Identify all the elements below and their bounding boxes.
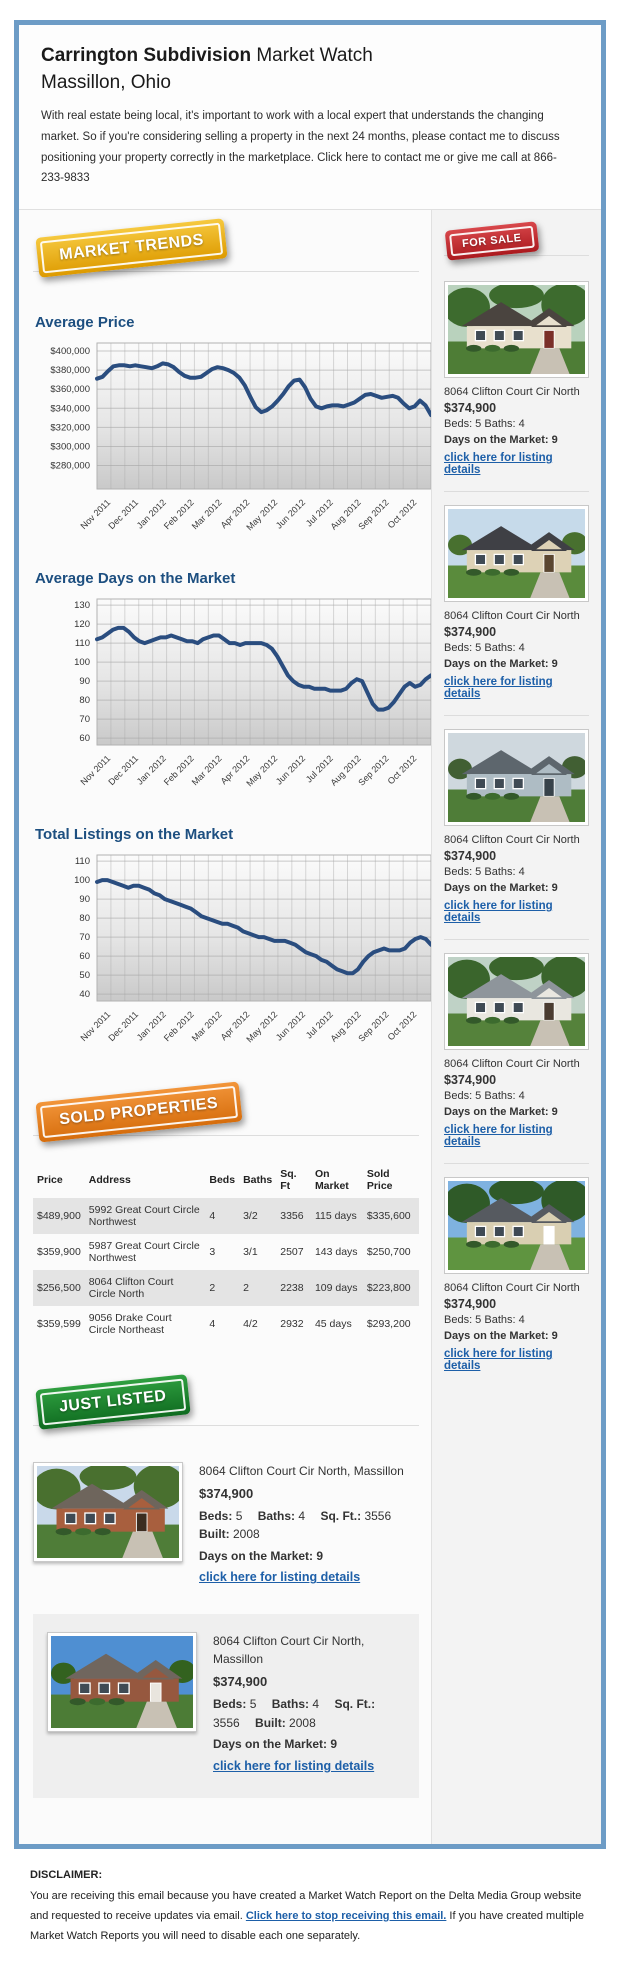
svg-text:80: 80: [79, 913, 90, 925]
svg-text:Oct 2012: Oct 2012: [385, 1009, 419, 1043]
cell-baths: 3/2: [239, 1198, 276, 1234]
table-row: [33, 1234, 419, 1270]
svg-text:$280,000: $280,000: [50, 460, 90, 472]
cell-onmarket: 45 days: [314, 1317, 352, 1330]
table-row: [33, 1198, 419, 1234]
svg-text:Jul 2012: Jul 2012: [303, 497, 335, 529]
main-column: [19, 210, 431, 1844]
cell-onmarket: 115 days: [311, 1198, 363, 1234]
cell-soldprice: $335,600: [363, 1198, 419, 1234]
svg-text:Apr 2012: Apr 2012: [218, 1009, 252, 1043]
beds-baths: Beds: 5 Baths: 4: [444, 1090, 525, 1103]
listing-address: 8064 Clifton Court Cir North: [444, 385, 580, 398]
svg-text:$300,000: $300,000: [50, 441, 90, 453]
cell-price: $489,900: [33, 1198, 85, 1234]
svg-text:Sep 2012: Sep 2012: [356, 1009, 391, 1044]
svg-text:Aug 2012: Aug 2012: [328, 753, 363, 788]
cell-address: 8064 Clifton Court Circle North: [85, 1270, 206, 1306]
for-sale-listing: [444, 1164, 589, 1387]
col-header-address: Address: [88, 1173, 131, 1186]
just-listed-section-head: [33, 1380, 419, 1442]
property-photo: [47, 1632, 197, 1732]
beds-baths: Beds: 5 Baths: 4: [444, 1314, 525, 1327]
days-on-market: Days on the Market: 9: [444, 658, 558, 671]
built-label: Built:: [199, 1527, 230, 1542]
listing-address: 8064 Clifton Court Cir North: [444, 834, 580, 847]
svg-text:130: 130: [74, 600, 90, 612]
average-days-chart: [33, 593, 419, 800]
listing-address: 8064 Clifton Court Cir North: [444, 610, 580, 623]
days-on-market: Days on the Market: 9: [199, 1548, 324, 1563]
listing-details-link[interactable]: click here for listing details: [444, 900, 553, 925]
cell-beds: 3: [209, 1245, 216, 1258]
svg-text:100: 100: [74, 875, 90, 887]
sqft-value: 3556: [364, 1508, 392, 1523]
svg-text:Sep 2012: Sep 2012: [356, 497, 391, 532]
svg-text:Nov 2011: Nov 2011: [78, 1009, 113, 1044]
svg-text:110: 110: [74, 856, 90, 868]
report-type: Market Watch: [251, 45, 373, 66]
cell-baths: 3/1: [243, 1245, 258, 1258]
beds-value: 5: [249, 1697, 257, 1712]
cell-beds: 2: [205, 1270, 239, 1306]
cell-beds: 4: [205, 1198, 239, 1234]
svg-text:Oct 2012: Oct 2012: [385, 497, 419, 531]
svg-text:Mar 2012: Mar 2012: [189, 753, 224, 788]
days-on-market: Days on the Market: 9: [444, 1106, 558, 1119]
sold-properties-table: [33, 1162, 419, 1342]
svg-text:90: 90: [79, 894, 90, 906]
cell-sqft: 3356: [276, 1198, 311, 1234]
table-row: [33, 1306, 419, 1342]
average-price-chart: [33, 337, 419, 544]
listing-price: $374,900: [444, 400, 497, 415]
svg-text:Jan 2012: Jan 2012: [134, 497, 168, 531]
svg-text:Sep 2012: Sep 2012: [356, 753, 391, 788]
svg-text:Dec 2011: Dec 2011: [106, 1009, 141, 1044]
listing-details-link[interactable]: click here for listing details: [444, 676, 553, 701]
days-on-market: Days on the Market: 9: [213, 1737, 338, 1752]
svg-text:Jun 2012: Jun 2012: [273, 1009, 308, 1043]
listing-specs: [213, 1695, 405, 1732]
svg-text:Mar 2012: Mar 2012: [189, 1009, 224, 1044]
days-on-market: Days on the Market: 9: [444, 433, 558, 446]
listing-address: 8064 Clifton Court Cir North: [444, 1058, 580, 1071]
listing-specs: [199, 1507, 419, 1544]
svg-text:$320,000: $320,000: [50, 422, 90, 434]
svg-text:70: 70: [79, 714, 90, 726]
just-listed-card: [33, 1462, 419, 1588]
listing-address: 8064 Clifton Court Cir North, Massillon: [213, 1633, 365, 1667]
svg-text:120: 120: [74, 619, 90, 631]
for-sale-listing: [444, 492, 589, 716]
intro-paragraph: With real estate being local, it's important to work with a local expert that understands the changing market. So if you're considering selling a property in the next 24 months, please contact me to discuss positioning your property correctly in the marketplace. Click here to contact me or give me call at 866-233-9833: [41, 110, 560, 185]
col-header-baths: Baths: [243, 1173, 273, 1186]
svg-text:Nov 2011: Nov 2011: [78, 497, 113, 532]
svg-text:70: 70: [79, 932, 90, 944]
svg-text:$380,000: $380,000: [50, 365, 90, 377]
listing-price: $374,900: [444, 849, 497, 864]
svg-text:Feb 2012: Feb 2012: [161, 1009, 196, 1044]
subdivision-name: Carrington Subdivision: [41, 45, 252, 66]
svg-text:$400,000: $400,000: [50, 345, 90, 357]
built-label: Built:: [255, 1715, 286, 1730]
svg-text:80: 80: [79, 695, 90, 707]
svg-text:Nov 2011: Nov 2011: [78, 753, 113, 788]
svg-text:Feb 2012: Feb 2012: [161, 497, 196, 532]
built-value: 2008: [233, 1527, 260, 1542]
cell-baths: 2: [239, 1270, 276, 1306]
property-photo: [33, 1462, 183, 1562]
beds-label: Beds:: [213, 1697, 247, 1712]
beds-baths: Beds: 5 Baths: 4: [444, 866, 525, 879]
for-sale-badge-label: FOR SALE: [449, 226, 534, 257]
svg-text:Apr 2012: Apr 2012: [218, 497, 252, 531]
svg-text:Aug 2012: Aug 2012: [328, 497, 363, 532]
chart-title-total-listings: Total Listings on the Market: [35, 825, 234, 843]
svg-text:$340,000: $340,000: [50, 403, 90, 415]
baths-label: Baths:: [271, 1697, 310, 1712]
svg-text:Jun 2012: Jun 2012: [273, 753, 308, 787]
cell-price: $256,500: [33, 1270, 85, 1306]
cell-soldprice: $223,800: [363, 1270, 419, 1306]
svg-text:May 2012: May 2012: [244, 753, 280, 789]
listing-price: $374,900: [213, 1674, 268, 1690]
for-sale-sidebar: [431, 210, 601, 1844]
days-on-market: Days on the Market: 9: [444, 882, 558, 895]
col-header-beds: Beds: [209, 1173, 236, 1186]
for-sale-section-head: [444, 224, 589, 268]
built-value: 2008: [289, 1715, 316, 1730]
listing-price: $374,900: [444, 1073, 497, 1088]
cell-address: 5987 Great Court Circle Northwest: [88, 1239, 200, 1264]
chart-title-average-days: Average Days on the Market: [35, 569, 236, 587]
page-title: [41, 43, 579, 96]
col-header-sqft: Sq. Ft: [280, 1167, 297, 1192]
header: [19, 25, 601, 209]
cell-address: 9056 Drake Court Circle Northeast: [88, 1311, 172, 1336]
baths-value: 4: [312, 1697, 320, 1712]
sold-properties-badge: [35, 1081, 242, 1142]
cell-baths: 4/2: [243, 1317, 258, 1330]
total-listings-chart: [33, 849, 419, 1056]
property-photo: [444, 729, 589, 826]
svg-text:50: 50: [79, 970, 90, 982]
svg-text:Jan 2012: Jan 2012: [134, 1009, 168, 1043]
listing-price: $374,900: [444, 625, 497, 640]
beds-baths: Beds: 5 Baths: 4: [444, 642, 525, 655]
days-on-market: Days on the Market: 9: [444, 1330, 558, 1343]
svg-text:Mar 2012: Mar 2012: [189, 497, 224, 532]
svg-text:Dec 2011: Dec 2011: [106, 753, 141, 788]
svg-text:Dec 2011: Dec 2011: [106, 497, 141, 532]
svg-text:Jul 2012: Jul 2012: [303, 1009, 335, 1041]
cell-address: 5992 Great Court Circle Northwest: [85, 1198, 206, 1234]
cell-price: $359,599: [37, 1317, 81, 1330]
sqft-label: Sq. Ft.:: [320, 1508, 362, 1523]
cell-beds: 4: [209, 1317, 216, 1330]
svg-text:May 2012: May 2012: [244, 1009, 280, 1045]
cell-onmarket: 143 days: [314, 1245, 358, 1258]
svg-text:Aug 2012: Aug 2012: [328, 1009, 363, 1044]
baths-label: Baths:: [257, 1508, 296, 1523]
svg-text:90: 90: [79, 676, 90, 688]
svg-text:110: 110: [74, 638, 90, 650]
listing-details-link[interactable]: click here for listing details: [444, 1348, 553, 1373]
beds-baths: Beds: 5 Baths: 4: [444, 417, 525, 430]
svg-text:Jul 2012: Jul 2012: [303, 753, 335, 785]
svg-text:Apr 2012: Apr 2012: [218, 753, 252, 787]
disclaimer-text-after: If you have created multiple Market Watch Reports you will need to disable each one separately.: [30, 1910, 584, 1943]
for-sale-listing: [444, 268, 589, 492]
listing-details-link[interactable]: click here for listing details: [213, 1758, 375, 1773]
title-line1: [41, 43, 579, 70]
unsubscribe-link[interactable]: Click here to stop receiving this email.: [245, 1910, 447, 1922]
market-trends-section-head: [33, 226, 419, 288]
chart-title-average-price: Average Price: [35, 313, 135, 331]
cell-sqft: 2507: [280, 1245, 304, 1258]
svg-text:Jun 2012: Jun 2012: [273, 497, 308, 531]
cell-soldprice: $293,200: [366, 1317, 411, 1330]
listing-address: 8064 Clifton Court Cir North, Massillon: [199, 1463, 404, 1478]
cell-sqft: 2238: [276, 1270, 311, 1306]
listing-details-link[interactable]: click here for listing details: [444, 1124, 553, 1149]
sqft-value: 3556: [213, 1715, 240, 1730]
just-listed-badge: [35, 1374, 190, 1430]
svg-text:Feb 2012: Feb 2012: [161, 753, 196, 788]
table-row: [33, 1270, 419, 1306]
cell-soldprice: $250,700: [366, 1245, 411, 1258]
baths-value: 4: [298, 1508, 306, 1523]
svg-text:100: 100: [74, 657, 90, 669]
for-sale-badge: [445, 221, 539, 260]
property-photo: [444, 505, 589, 602]
property-photo: [444, 1177, 589, 1274]
for-sale-listing: [444, 716, 589, 940]
just-listed-card: [33, 1614, 419, 1798]
svg-text:May 2012: May 2012: [244, 497, 280, 533]
svg-text:Oct 2012: Oct 2012: [385, 753, 419, 787]
disclaimer: [0, 1859, 620, 1968]
cell-sqft: 2932: [280, 1317, 304, 1330]
newsletter-frame: [14, 20, 606, 1849]
svg-text:$360,000: $360,000: [50, 384, 90, 396]
beds-label: Beds:: [199, 1508, 233, 1523]
col-header-onmarket: On Market: [314, 1167, 349, 1192]
sold-table-header-row: [33, 1162, 419, 1198]
svg-text:60: 60: [79, 733, 90, 745]
content-columns: [19, 209, 601, 1844]
sqft-label: Sq. Ft.:: [334, 1697, 376, 1712]
disclaimer-title: DISCLAIMER:: [30, 1869, 103, 1882]
sold-properties-badge-label: SOLD PROPERTIES: [40, 1086, 238, 1138]
svg-text:40: 40: [79, 989, 90, 1001]
cell-onmarket: 109 days: [311, 1270, 363, 1306]
just-listed-badge-label: JUST LISTED: [40, 1379, 186, 1426]
sold-properties-section-head: [33, 1090, 419, 1152]
disclaimer-text-before: You are receiving this email because you have created a Market Watch Report on the Delta Media Group website and requested to receive updates via email.: [30, 1889, 582, 1922]
listing-details-link[interactable]: click here for listing details: [199, 1570, 361, 1585]
svg-text:60: 60: [79, 951, 90, 963]
svg-text:Jan 2012: Jan 2012: [134, 753, 168, 787]
title-line2-city: Massillon, Ohio: [41, 71, 171, 93]
cell-price: $359,900: [37, 1245, 81, 1258]
listing-details-link[interactable]: click here for listing details: [444, 451, 553, 476]
listing-price: $374,900: [199, 1485, 254, 1501]
market-trends-badge: [35, 218, 227, 278]
listing-price: $374,900: [444, 1297, 497, 1312]
listing-address: 8064 Clifton Court Cir North: [444, 1282, 580, 1295]
beds-value: 5: [235, 1508, 243, 1523]
col-header-price: Price: [37, 1173, 63, 1186]
property-photo: [444, 281, 589, 378]
for-sale-listing: [444, 940, 589, 1164]
market-trends-badge-label: MARKET TRENDS: [40, 223, 224, 274]
property-photo: [444, 953, 589, 1050]
col-header-soldprice: Sold Price: [366, 1167, 393, 1192]
